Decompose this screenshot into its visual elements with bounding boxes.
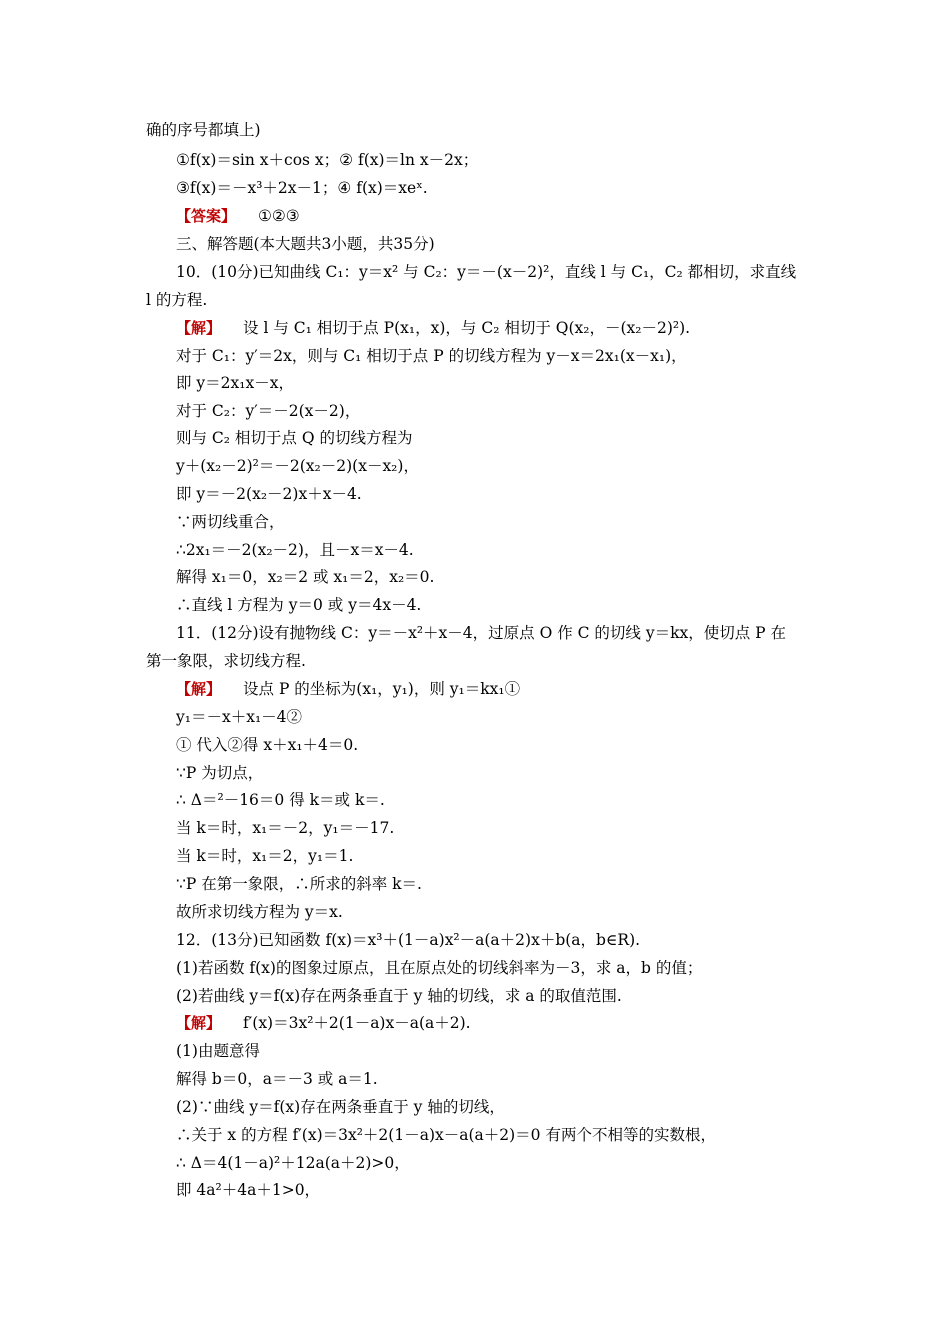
text-line: (2)∵曲线 y＝f(x)存在两条垂直于 y 轴的切线， <box>176 1098 505 1116</box>
text-line: ∵两切线重合， <box>176 513 285 531</box>
text-line: ∴ Δ＝4(1－a)²＋12a(a＋2)>0， <box>176 1154 410 1172</box>
solution-text: 设点 P 的坐标为(x₁，y₁)，则 y₁＝kx₁① <box>243 680 521 698</box>
text-line: ∴2x₁＝－2(x₂－2)，且－x＝x－4. <box>176 541 414 559</box>
text-line: ∴ Δ＝²－16＝0 得 k＝或 k＝. <box>176 791 385 809</box>
text-line: y₁＝－x＋x₁－4② <box>176 708 303 726</box>
solution-text: 设 l 与 C₁ 相切于点 P(x₁，x)，与 C₂ 相切于 Q(x₂，－(x₂－2)²). <box>243 319 691 337</box>
section-heading: 三、解答题(本大题共3小题，共35分) <box>176 235 435 253</box>
text-line: (1)由题意得 <box>176 1042 260 1060</box>
answer-line <box>176 205 300 227</box>
question-10: 10．(10分)已知曲线 C₁：y＝x² 与 C₂：y＝－(x－2)²，直线 l 与 C₁，C₂ 都相切，求直线 <box>176 263 797 281</box>
text-line: 解得 b＝0，a＝－3 或 a＝1. <box>176 1070 378 1088</box>
text-line: l 的方程. <box>146 291 208 309</box>
solution-line <box>176 1012 471 1034</box>
solution-line <box>176 317 690 339</box>
text-line: ① 代入②得 x＋x₁＋4＝0. <box>176 736 359 754</box>
text-line: 则与 C₂ 相切于点 Q 的切线方程为 <box>176 429 413 447</box>
solution-line <box>176 678 520 700</box>
question-12: 12．(13分)已知函数 f(x)＝x³＋(1－a)x²－a(a＋2)x＋b(a，b∈R). <box>176 931 641 949</box>
text-line: 即 4a²＋4a＋1>0， <box>176 1181 321 1199</box>
text-line: y＋(x₂－2)²＝－2(x₂－2)(x－x₂)， <box>176 457 419 475</box>
text-line: ∴关于 x 的方程 f′(x)＝3x²＋2(1－a)x－a(a＋2)＝0 有两个不相等的实数根， <box>176 1126 716 1144</box>
text-line: 解得 x₁＝0，x₂＝2 或 x₁＝2，x₂＝0. <box>176 568 435 586</box>
solution-tag: 【解】 <box>176 319 222 337</box>
question-11: 11．(12分)设有抛物线 C：y＝－x²＋x－4，过原点 O 作 C 的切线 y＝kx，使切点 P 在 <box>176 624 787 642</box>
text-line: 即 y＝－2(x₂－2)x＋x－4. <box>176 485 362 503</box>
text-line: 即 y＝2x₁x－x， <box>176 374 294 392</box>
text-line: ∴直线 l 方程为 y＝0 或 y＝4x－4. <box>176 596 422 614</box>
solution-tag: 【解】 <box>176 1014 222 1032</box>
text-line: 当 k＝时，x₁＝－2，y₁＝－17. <box>176 819 395 837</box>
text-line: ①f(x)＝sin x＋cos x；② f(x)＝ln x－2x； <box>176 151 479 169</box>
text-line: 当 k＝时，x₁＝2，y₁＝1. <box>176 847 354 865</box>
text-line: (1)若函数 f(x)的图象过原点，且在原点处的切线斜率为－3，求 a，b 的值； <box>176 959 703 977</box>
text-line: 对于 C₂：y′＝－2(x－2)， <box>176 402 361 420</box>
solution-tag: 【解】 <box>176 680 222 698</box>
text-line: ③f(x)＝－x³＋2x－1；④ f(x)＝xeˣ. <box>176 179 428 197</box>
solution-text: f′(x)＝3x²＋2(1－a)x－a(a＋2). <box>243 1014 471 1032</box>
text-line: 故所求切线方程为 y＝x. <box>176 903 343 921</box>
text-line: (2)若曲线 y＝f(x)存在两条垂直于 y 轴的切线，求 a 的取值范围. <box>176 987 622 1005</box>
text-line: ∵P 在第一象限，∴所求的斜率 k＝. <box>176 875 422 893</box>
text-line: 对于 C₁：y′＝2x，则与 C₁ 相切于点 P 的切线方程为 y－x＝2x₁(x－x₁)， <box>176 347 687 365</box>
answer-tag: 【答案】 <box>176 207 237 225</box>
text-line: ∵P 为切点， <box>176 764 264 782</box>
text-line: 确的序号都填上) <box>146 121 261 139</box>
text-line: 第一象限，求切线方程. <box>146 652 306 670</box>
answer-text: ①②③ <box>258 207 300 225</box>
